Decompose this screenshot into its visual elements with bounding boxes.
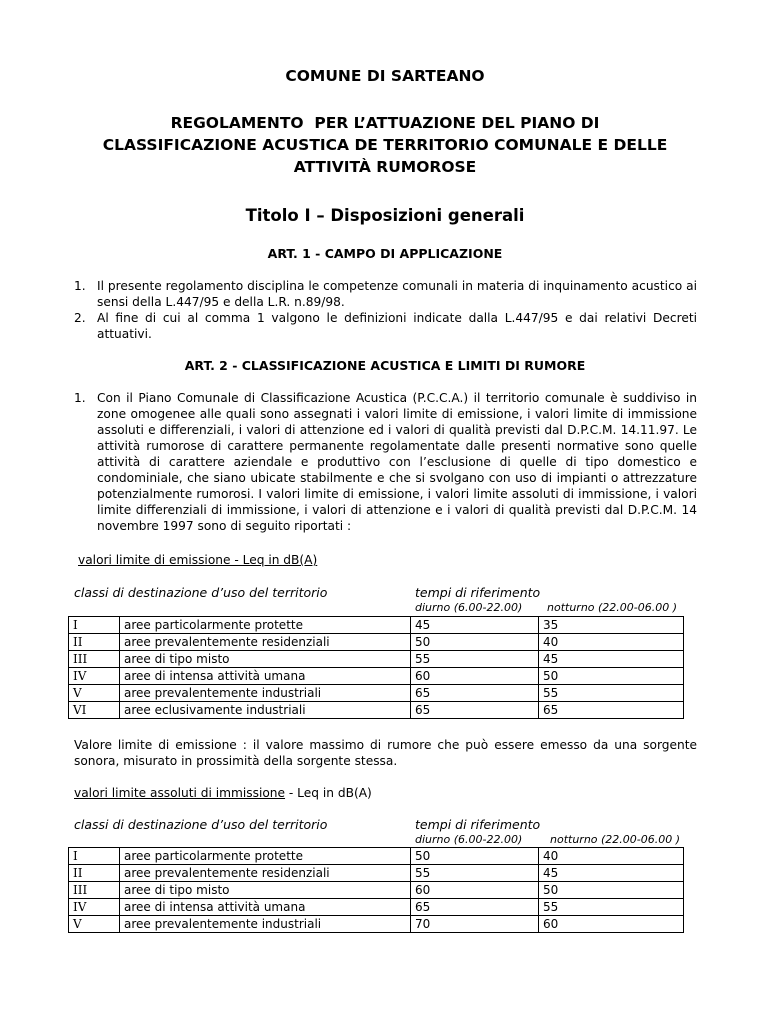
regolamento-title — [0, 112, 770, 178]
emissione-table — [68, 616, 684, 719]
list-item-number: 1. — [74, 279, 86, 293]
diurno-cell: 55 — [411, 865, 539, 882]
table-row — [69, 685, 684, 702]
notturno-cell: 65 — [539, 702, 684, 719]
table-row — [69, 865, 684, 882]
class-cell: VI — [69, 702, 120, 719]
immissione-title-underlined: valori limite assoluti di immissione — [74, 786, 286, 800]
notturno-cell: 50 — [539, 668, 684, 685]
description-cell: aree particolarmente protette — [120, 617, 411, 634]
diurno-cell: 65 — [411, 899, 539, 916]
notturno-cell: 45 — [539, 651, 684, 668]
table-row — [69, 899, 684, 916]
emissione-classi-label: classi di destinazione d’uso del territorio — [74, 585, 328, 600]
immissione-diurno-label: diurno (6.00-22.00) — [415, 833, 523, 846]
art2-list — [74, 390, 697, 534]
table-row — [69, 634, 684, 651]
class-cell: I — [69, 617, 120, 634]
regolamento-title-line: REGOLAMENTO PER L’ATTUAZIONE DEL PIANO DI — [170, 114, 600, 132]
list-item-text: Al fine di cui al comma 1 valgono le definizioni indicate dalla L.447/95 e dai relativi Decreti attuativi. — [97, 311, 697, 341]
art1-heading: ART. 1 - CAMPO DI APPLICAZIONE — [267, 246, 503, 261]
regolamento-title-line: ATTIVITÀ RUMOROSE — [293, 158, 477, 176]
table-row — [69, 617, 684, 634]
immissione-classi-label: classi di destinazione d’uso del territorio — [74, 817, 328, 832]
list-item-text: Con il Piano Comunale di Classificazione Acustica (P.C.C.A.) il territorio comunale è suddiviso in zone omogenee alle quali sono assegnati i valori limite di emissione, i valori limite di immissione assoluti e differenziali, i valori di attenzione ed i valori di qualità previsti dal D.P.C.M. 14.11.97. Le attività rumorose di carattere permanente regolamentate dalle presenti normative sono quelle attività di carattere aziendale e produttivo con l’esclusione di quelle di tipo domestico e condominiale, che siano ubicate stabilmente e che si svolgano con uso di impianti o attrezzature potenzialmente rumorosi. I valori limite di emissione, i valori limite assoluti di immissione, i valori limite differenziali di immissione, i valori di attenzione e i valori di qualità previsti dal D.P.C.M. 14 novembre 1997 sono di seguito riportati : — [97, 391, 697, 533]
diurno-cell: 50 — [411, 634, 539, 651]
description-cell: aree di intensa attività umana — [120, 899, 411, 916]
class-cell: I — [69, 848, 120, 865]
class-cell: II — [69, 865, 120, 882]
art1-list — [74, 278, 697, 342]
list-item-number: 1. — [74, 391, 86, 405]
description-cell: aree di tipo misto — [120, 882, 411, 899]
table-row — [69, 848, 684, 865]
notturno-cell: 40 — [539, 848, 684, 865]
comune-title: COMUNE DI SARTEANO — [285, 67, 485, 85]
description-cell: aree di tipo misto — [120, 651, 411, 668]
description-cell: aree di intensa attività umana — [120, 668, 411, 685]
immissione-title — [74, 786, 372, 800]
table-row — [69, 882, 684, 899]
diurno-cell: 45 — [411, 617, 539, 634]
notturno-cell: 35 — [539, 617, 684, 634]
table-row — [69, 702, 684, 719]
list-item — [74, 390, 697, 534]
emissione-diurno-label: diurno (6.00-22.00) — [415, 601, 523, 614]
regolamento-title-line: CLASSIFICAZIONE ACUSTICA DE TERRITORIO COMUNALE E DELLE — [102, 136, 668, 154]
class-cell: III — [69, 651, 120, 668]
emissione-tempi-label: tempi di riferimento — [415, 585, 541, 600]
notturno-cell: 55 — [539, 899, 684, 916]
diurno-cell: 60 — [411, 882, 539, 899]
diurno-cell: 50 — [411, 848, 539, 865]
notturno-cell: 60 — [539, 916, 684, 933]
list-item-number: 2. — [74, 311, 86, 325]
description-cell: aree prevalentemente industriali — [120, 685, 411, 702]
list-item-text: Il presente regolamento disciplina le competenze comunali in materia di inquinamento acustico ai sensi della L.447/95 e della L.R. n.89/98. — [97, 279, 697, 309]
list-item — [74, 278, 697, 310]
notturno-cell: 55 — [539, 685, 684, 702]
description-cell: aree eclusivamente industriali — [120, 702, 411, 719]
immissione-table — [68, 847, 684, 933]
diurno-cell: 70 — [411, 916, 539, 933]
diurno-cell: 55 — [411, 651, 539, 668]
class-cell: IV — [69, 668, 120, 685]
class-cell: V — [69, 685, 120, 702]
table-row — [69, 668, 684, 685]
class-cell: V — [69, 916, 120, 933]
class-cell: IV — [69, 899, 120, 916]
table-row — [69, 916, 684, 933]
description-cell: aree prevalentemente residenziali — [120, 865, 411, 882]
emissione-note: Valore limite di emissione : il valore massimo di rumore che può essere emesso da una sorgente sonora, misurato in prossimità della sorgente stessa. — [74, 738, 697, 768]
emissione-notturno-label: notturno (22.00-06.00 ) — [547, 601, 678, 614]
table-row — [69, 651, 684, 668]
art2-heading: ART. 2 - CLASSIFICAZIONE ACUSTICA E LIMITI DI RUMORE — [184, 358, 586, 373]
class-cell: III — [69, 882, 120, 899]
diurno-cell: 65 — [411, 702, 539, 719]
notturno-cell: 50 — [539, 882, 684, 899]
titolo-heading: Titolo I – Disposizioni generali — [245, 206, 525, 225]
immissione-title-rest: - Leq in dB(A) — [285, 786, 372, 800]
notturno-cell: 40 — [539, 634, 684, 651]
class-cell: II — [69, 634, 120, 651]
diurno-cell: 65 — [411, 685, 539, 702]
description-cell: aree particolarmente protette — [120, 848, 411, 865]
immissione-notturno-label: notturno (22.00-06.00 ) — [550, 833, 681, 846]
diurno-cell: 60 — [411, 668, 539, 685]
list-item — [74, 310, 697, 342]
description-cell: aree prevalentemente residenziali — [120, 634, 411, 651]
immissione-tempi-label: tempi di riferimento — [415, 817, 541, 832]
notturno-cell: 45 — [539, 865, 684, 882]
description-cell: aree prevalentemente industriali — [120, 916, 411, 933]
emissione-title: valori limite di emissione - Leq in dB(A) — [78, 553, 318, 567]
